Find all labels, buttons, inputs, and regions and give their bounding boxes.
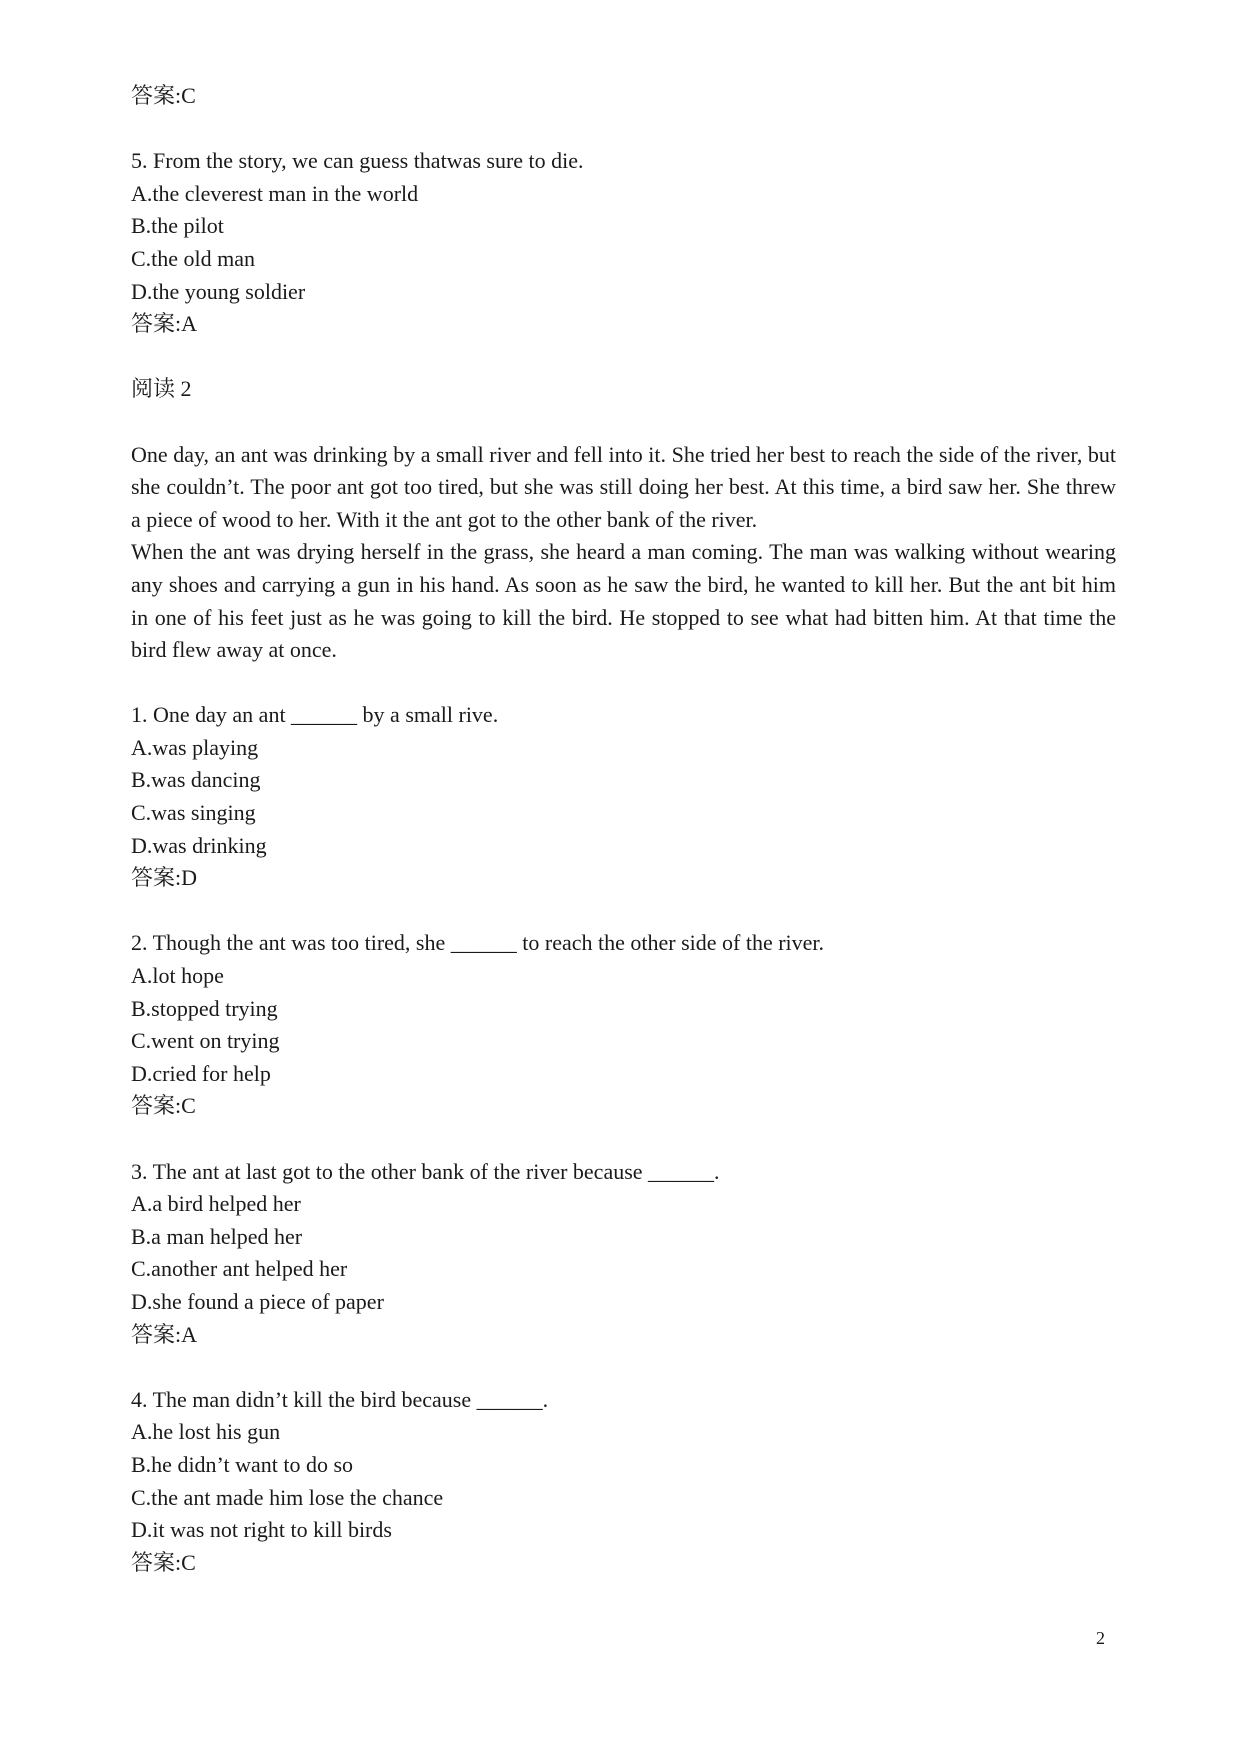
- option-a: A.lot hope: [131, 963, 224, 989]
- answer-line: 答案:C: [131, 1549, 196, 1575]
- option-b: B.the pilot: [131, 213, 224, 239]
- section-title: 阅读 2: [131, 376, 192, 402]
- spacer: [131, 113, 1116, 146]
- option-b: B.a man helped her: [131, 1223, 303, 1249]
- spacer: [131, 406, 1116, 439]
- question-block-5: [131, 145, 1116, 341]
- question-text: 3. The ant at last got to the other bank of the river because ______.: [131, 1158, 720, 1184]
- option-d: D.cried for help: [131, 1060, 271, 1086]
- answer-line: 答案:A: [131, 311, 198, 337]
- question-block-3: [131, 1156, 1116, 1352]
- answer-line: 答案:C: [131, 1093, 196, 1119]
- question-text: 4. The man didn’t kill the bird because ______.: [131, 1386, 549, 1412]
- option-c: C.the ant made him lose the chance: [131, 1484, 444, 1510]
- passage-paragraph-1: One day, an ant was drinking by a small river and fell into it. She tried her best to reach the side of the river, but she couldn’t. The poor ant got too tired, but she was still doing her best. At this time, a bird saw her. She threw a piece of wood to her. With it the ant got to the other bank of the river.: [131, 441, 1116, 532]
- option-d: D.was drinking: [131, 832, 267, 858]
- answer-line: 答案:A: [131, 1321, 198, 1347]
- passage-paragraph-2: When the ant was drying herself in the grass, she heard a man coming. The man was walking without wearing any shoes and carrying a gun in his hand. As soon as he saw the bird, he wanted to kill her. But the ant bit him in one of his feet just as he was going to kill the bird. He stopped to see what had bitten him. At that time the bird flew away at once.: [131, 539, 1116, 663]
- option-a: A.he lost his gun: [131, 1419, 281, 1445]
- option-d: D.it was not right to kill birds: [131, 1517, 392, 1543]
- spacer: [131, 667, 1116, 700]
- reading-passage: [131, 439, 1116, 667]
- question-text: 2. Though the ant was too tired, she ______ to reach the other side of the river.: [131, 930, 825, 956]
- option-a: A.a bird helped her: [131, 1191, 301, 1217]
- question-block-2: [131, 927, 1116, 1123]
- option-a: A.the cleverest man in the world: [131, 180, 419, 206]
- option-b: B.he didn’t want to do so: [131, 1451, 354, 1477]
- option-c: C.another ant helped her: [131, 1256, 348, 1282]
- question-text: 5. From the story, we can guess thatwas sure to die.: [131, 148, 584, 174]
- spacer: [131, 895, 1116, 928]
- option-b: B.stopped trying: [131, 995, 278, 1021]
- document-page: [131, 80, 1116, 1579]
- question-text: 1. One day an ant ______ by a small rive.: [131, 702, 499, 728]
- option-c: C.was singing: [131, 800, 256, 826]
- page-number: 2: [1096, 1628, 1105, 1648]
- answer-line: 答案:C: [131, 83, 196, 108]
- spacer: [131, 1123, 1116, 1156]
- spacer: [131, 1351, 1116, 1384]
- option-c: C.the old man: [131, 245, 256, 271]
- option-d: D.she found a piece of paper: [131, 1288, 384, 1314]
- option-a: A.was playing: [131, 734, 259, 760]
- option-b: B.was dancing: [131, 767, 261, 793]
- question-block-1: [131, 699, 1116, 895]
- question-block-4: [131, 1384, 1116, 1580]
- option-c: C.went on trying: [131, 1028, 280, 1054]
- answer-line: 答案:D: [131, 865, 198, 891]
- option-d: D.the young soldier: [131, 278, 306, 304]
- spacer: [131, 341, 1116, 374]
